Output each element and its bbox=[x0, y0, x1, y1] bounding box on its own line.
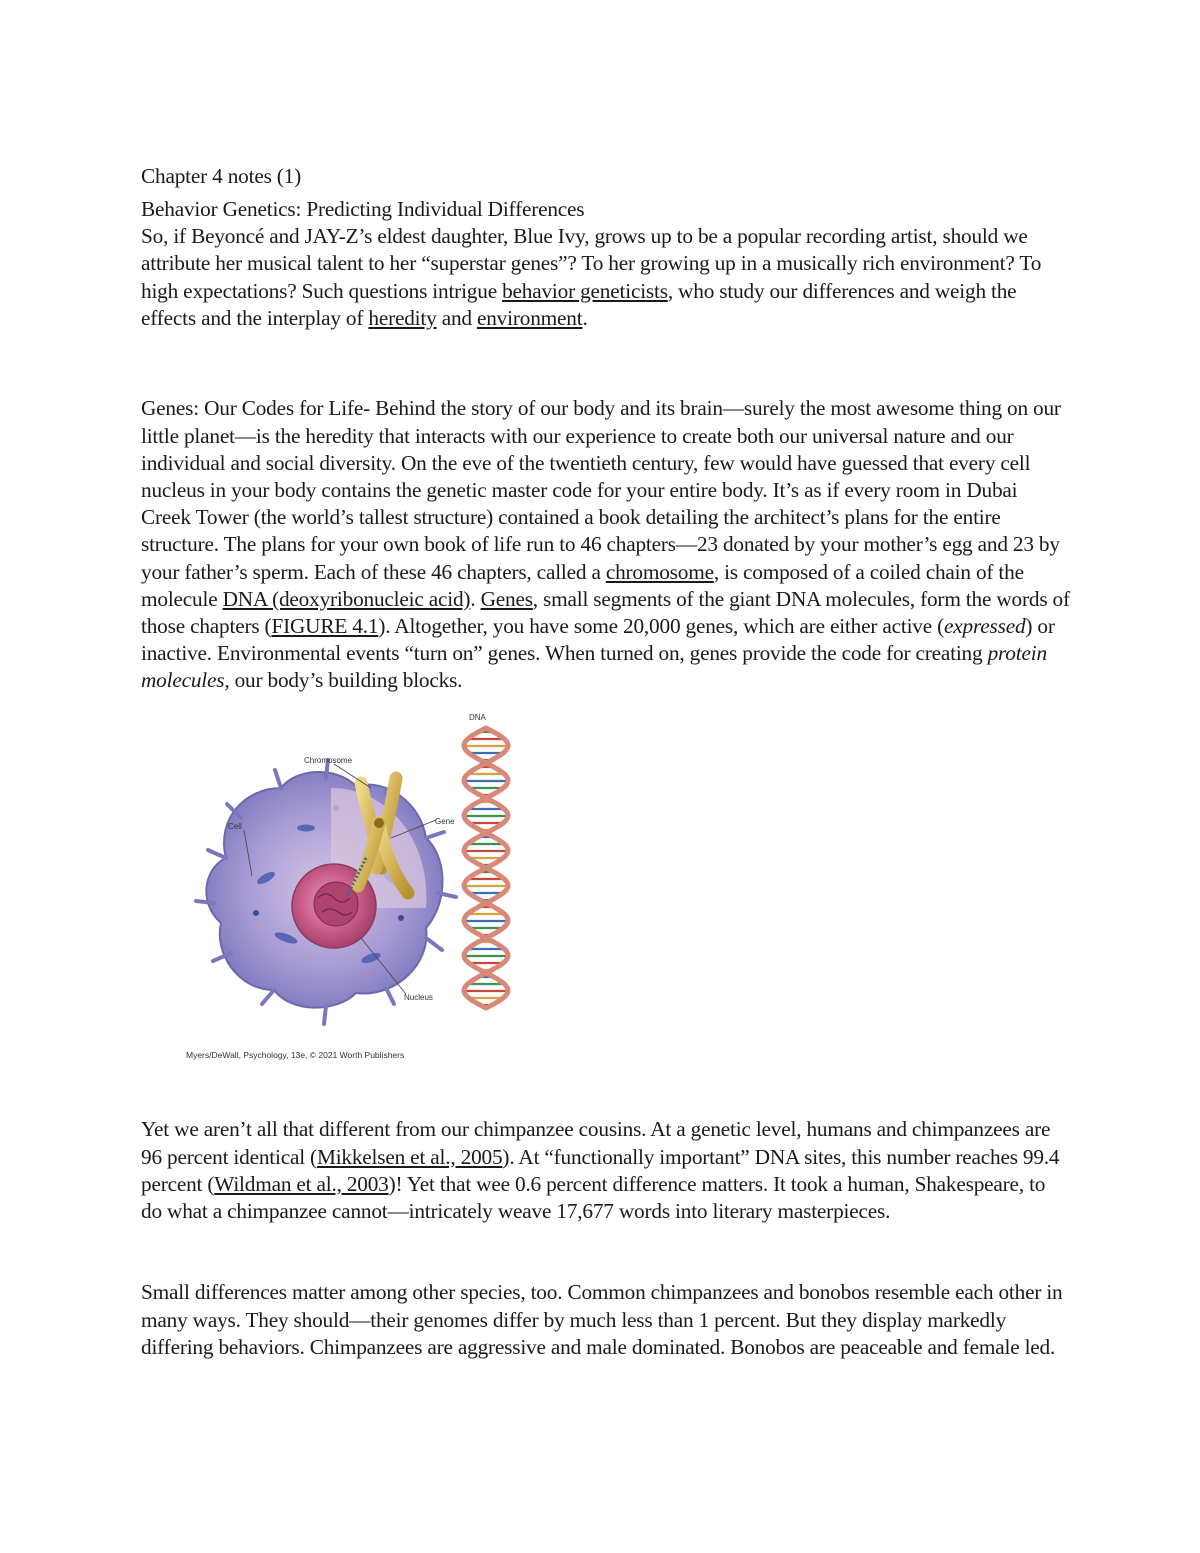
text-run: So, if Beyoncé and JAY-Z’s eldest daughter, Blue Ivy, grows up to be a popular recording artist, should we attribute her musical talent to her “superstar genes”? To her growing up in a musically rich environment? To high expectations? Such questions intrigue bbox=[141, 224, 1042, 303]
paragraph-body bbox=[141, 223, 1071, 332]
text-run: Genes: Our Codes for Life- Behind the story of our body and its brain—surely the most awesome thing on our little planet—is the heredity that interacts with our experience to create both our universal nature and our individual and social diversity. On the eve of the twentieth century, few would have guessed that every cell nucleus in your body contains the genetic master code for your entire body. It’s as if every room in Dubai Creek Tower (the world’s tallest structure) contained a book detailing the architect’s plans for the entire structure. The plans for your own book of life run to 46 chapters—23 donated by your mother’s egg and 23 by your father’s sperm. Each of these 46 chapters, called a bbox=[141, 396, 1061, 584]
text-run: , is composed of a coiled chain of the molecule bbox=[141, 559, 1024, 611]
text-run: . bbox=[470, 586, 481, 611]
text-run: ) or inactive. Environmental events “turn on” genes. When turned on, genes provide the code for creating bbox=[141, 613, 1055, 666]
section-heading: Behavior Genetics: Predicting Individual Differences bbox=[141, 197, 585, 221]
text-run: ). At “functionally important” DNA sites, this number reaches 99.4 percent ( bbox=[141, 1144, 1060, 1196]
figure-cell-chromosome-dna bbox=[186, 708, 526, 1068]
paragraph-chimpanzee bbox=[141, 1116, 1071, 1225]
text-run: and bbox=[436, 305, 477, 330]
link-heredity[interactable]: heredity bbox=[368, 305, 437, 330]
dna-helix-illustration bbox=[464, 728, 508, 1008]
text-run: ). Altogether, you have some 20,000 genes, which are either active ( bbox=[378, 613, 945, 638]
link-figure-4-1[interactable]: FIGURE 4.1 bbox=[271, 613, 379, 638]
cell-illustration bbox=[196, 760, 456, 1024]
link-behavior-geneticists[interactable]: behavior geneticists bbox=[502, 278, 668, 303]
link-chromosome[interactable]: chromosome bbox=[605, 559, 714, 584]
text-run: our body’s building blocks. bbox=[229, 668, 463, 693]
figure-credit: Myers/DeWall, Psychology, 13e, © 2021 Worth Publishers bbox=[186, 1050, 405, 1060]
link-dna[interactable]: DNA (deoxyribonucleic acid) bbox=[222, 586, 471, 611]
link-wildman-2003[interactable]: Wildman et al., 2003 bbox=[214, 1171, 389, 1196]
figure-illustration bbox=[186, 708, 526, 1048]
emphasis-expressed: expressed bbox=[944, 613, 1026, 638]
label-cell: Cell bbox=[228, 822, 242, 831]
label-gene: Gene bbox=[435, 817, 455, 826]
label-nucleus: Nucleus bbox=[404, 993, 433, 1002]
text-run: Yet we aren’t all that different from our chimpanzee cousins. At a genetic level, humans and chimpanzees are 96 percent identical ( bbox=[141, 1117, 1051, 1169]
link-genes[interactable]: Genes bbox=[480, 586, 533, 611]
link-mikkelsen-2005[interactable]: Mikkelsen et al., 2005 bbox=[316, 1144, 503, 1169]
text-run: , small segments of the giant DNA molecules, form the words of those chapters ( bbox=[141, 586, 1070, 638]
text-run: )! Yet that wee 0.6 percent difference matters. It took a human, Shakespeare, to do what a chimpanzee cannot—intricately weave 17,677 words into literary masterpieces. bbox=[141, 1171, 1046, 1223]
paragraph-small-differences: Small differences matter among other species, too. Common chimpanzees and bonobos resemble each other in many ways. They should—their genomes differ by much less than 1 percent. But they display markedly differing behaviors. Chimpanzees are aggressive and male dominated. Bonobos are peaceable and female led. bbox=[141, 1280, 1063, 1359]
text-run: , who study our differences and weigh the effects and the interplay of bbox=[141, 278, 1017, 330]
label-chromosome: Chromosome bbox=[304, 756, 353, 765]
link-environment[interactable]: environment bbox=[476, 305, 583, 330]
emphasis-protein-molecules: protein molecules, bbox=[141, 641, 1047, 693]
paragraph-behavior-genetics bbox=[141, 196, 1071, 332]
document-title: Chapter 4 notes (1) bbox=[141, 164, 302, 189]
paragraph-genes bbox=[141, 395, 1071, 694]
text-run: . bbox=[582, 305, 588, 330]
label-dna: DNA bbox=[469, 713, 486, 722]
